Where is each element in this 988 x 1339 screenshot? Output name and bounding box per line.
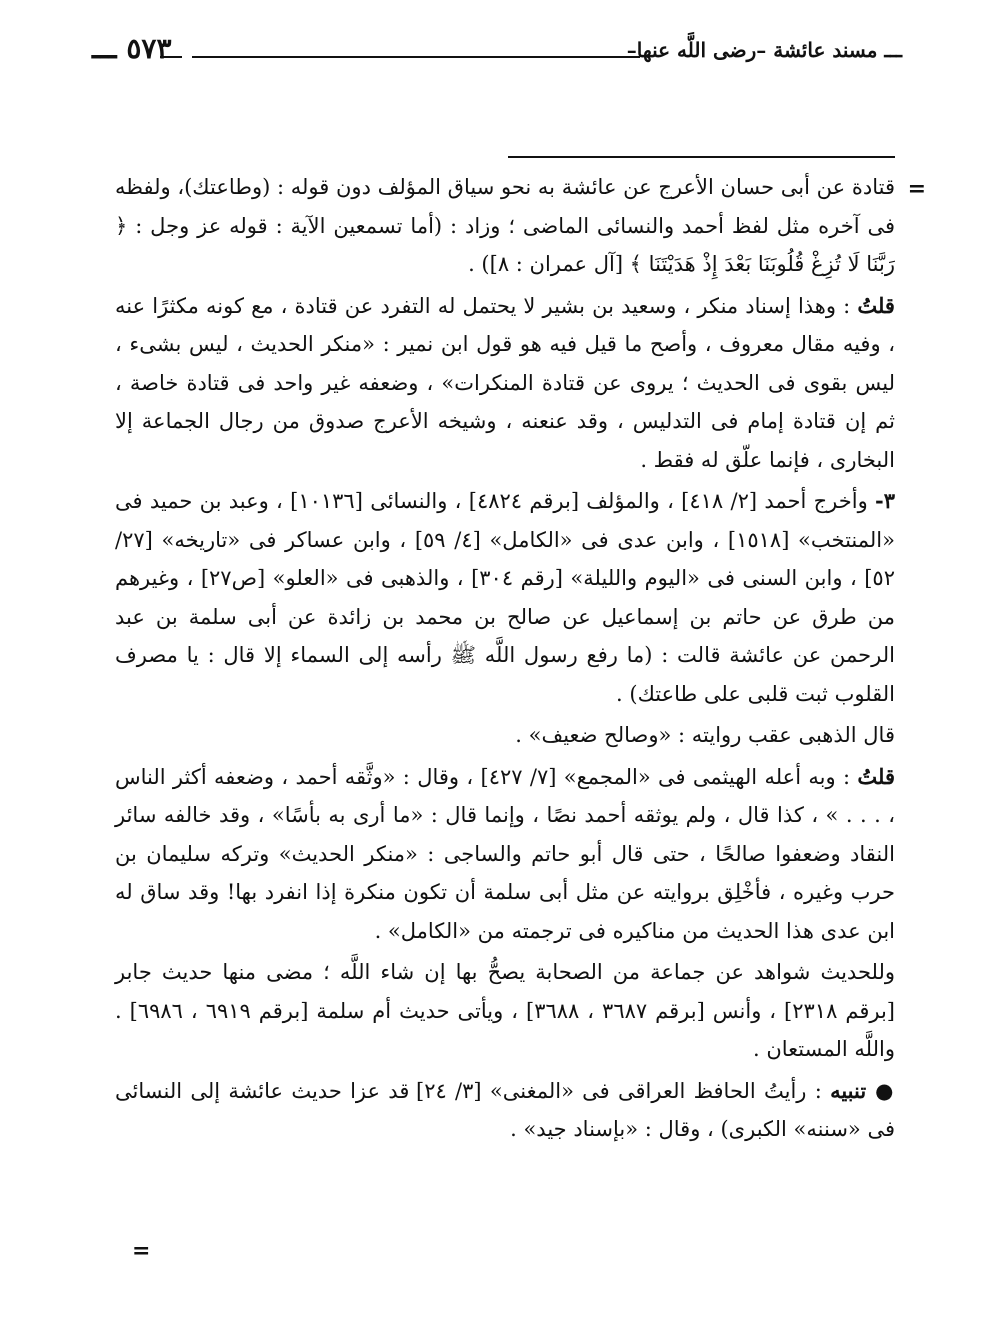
paragraph: [115, 287, 895, 480]
paragraph: [115, 758, 895, 951]
paragraph: [115, 953, 895, 1069]
paragraph-lead: ٣-: [875, 488, 896, 513]
paragraph-lead: ● تنبيه: [830, 1077, 895, 1103]
page-header: [92, 30, 902, 70]
header-rule: [192, 56, 640, 58]
footnote-separator: [508, 156, 895, 158]
paragraph-text: وللحديث شواهد عن جماعة من الصحابة يصحُّ بها إن شاء اللَّه ؛ مضى منها حديث جابر [برقم ٢٣١٨] ، وأنس [برقم ٣٦٨٧ ، ٣٦٨٨] ، ويأتى حديث أم سلمة [برقم ٦٩١٩ ، ٦٩٨٦] . واللَّه المستعان .: [115, 960, 895, 1061]
paragraph-text: قتادة عن أبى حسان الأعرج عن عائشة به نحو سياق المؤلف دون قوله : (وطاعتك)، ولفظه فى آخره مثل لفظ أحمد والنسائى الماضى ؛ وزاد : (أما تسمعين الآية : قوله عز وجل : ﴿ رَبَّنَا لَا تُزِغْ قُلُوبَنَا بَعْدَ إِذْ هَدَيْتَنَا ﴾ [آل عمران : ٨]) .: [115, 175, 895, 276]
page-number: ٥٧٣ ـــ: [92, 32, 172, 65]
paragraph-text: قال الذهبى عقب روايته : «وصالح ضعيف» .: [515, 723, 895, 747]
paragraph: [115, 716, 895, 755]
paragraph-text: : رأيتُ الحافظ العراقى فى «المغنى» [٣/ ٢٤] قد عزا حديث عائشة إلى النسائى فى «سننه» الكبرى) ، وقال : «بإسناد جيد» .: [115, 1078, 895, 1141]
paragraph-text: : وهذا إسناد منكر ، وسعيد بن بشير لا يحتمل له التفرد عن قتادة ، مع كونه مكثرًا عنه ، وفيه مقال معروف ، وأصح ما قيل فيه هو قول ابن نمير : «منكر الحديث ، ليس بشىء ، ليس بقوى فى الحديث ؛ يروى عن قتادة المنكرات» ، وضعفه غير واحد فى قتادة خاصة ، ثم إن قتادة إمام فى التدليس ، وقد عنعنه ، وشيخه الأعرج صدوق من رجال الجماعة إلا البخارى ، فإنما علّق له فقط .: [115, 293, 895, 472]
paragraph: [115, 1072, 895, 1149]
paragraph: [115, 168, 895, 284]
continuation-marker-start: =: [907, 176, 926, 202]
running-title: ـــ مسند عائشة –رضى اللَّه عنها–: [626, 38, 902, 62]
footnote-body: [115, 168, 895, 1152]
paragraph: [115, 482, 895, 713]
paragraph-text: وأخرج أحمد [٢/ ٤١٨] ، والمؤلف [برقم ٤٨٢٤] ، والنسائى [١٠١٣٦] ، وعبد بن حميد فى «المنتخب» [١٥١٨] ، وابن عدى فى «الكامل» [٤/ ٥٩] ، وابن عساكر فى «تاريخه» [٢٧/ ٥٢] ، وابن السنى فى «اليوم والليلة» [رقم ٣٠٤] ، والذهبى فى «العلو» [ص٢٧] ، وغيرهم من طرق عن حاتم بن إسماعيل عن صالح بن محمد بن زائدة عن أبى سلمة بن عبد الرحمن عن عائشة قالت : (ما رفع رسول اللَّه ﷺ رأسه إلى السماء إلا قال : يا مصرف القلوب ثبت قلبى على طاعتك) .: [115, 489, 895, 706]
paragraph-lead: قلتُ: [857, 292, 895, 318]
paragraph-text: : وبه أعله الهيثمى فى «المجمع» [٧/ ٤٢٧] ، وقال : «وثَّقه أحمد ، وضعفه أكثر الناس ، . . . » ، كذا قال ، ولم يوثقه أحمد نصًا ، وإنما قال : «ما أرى به بأسًا» ، وقد خالفه سائر النقاد وضعفوا صالحًا ، حتى قال أبو حاتم والساجى : «منكر الحديث» وتركه سليمان بن حرب وغيره ، فأخْلِق بروايته عن مثل أبى سلمة أن تكون منكرة إذا انفرد بها! وقد ساق له ابن عدى هذا الحديث من مناكيره فى ترجمته من «الكامل» .: [115, 764, 895, 943]
continuation-marker-end: =: [132, 1238, 151, 1264]
paragraph-lead: قلتُ: [857, 763, 895, 789]
